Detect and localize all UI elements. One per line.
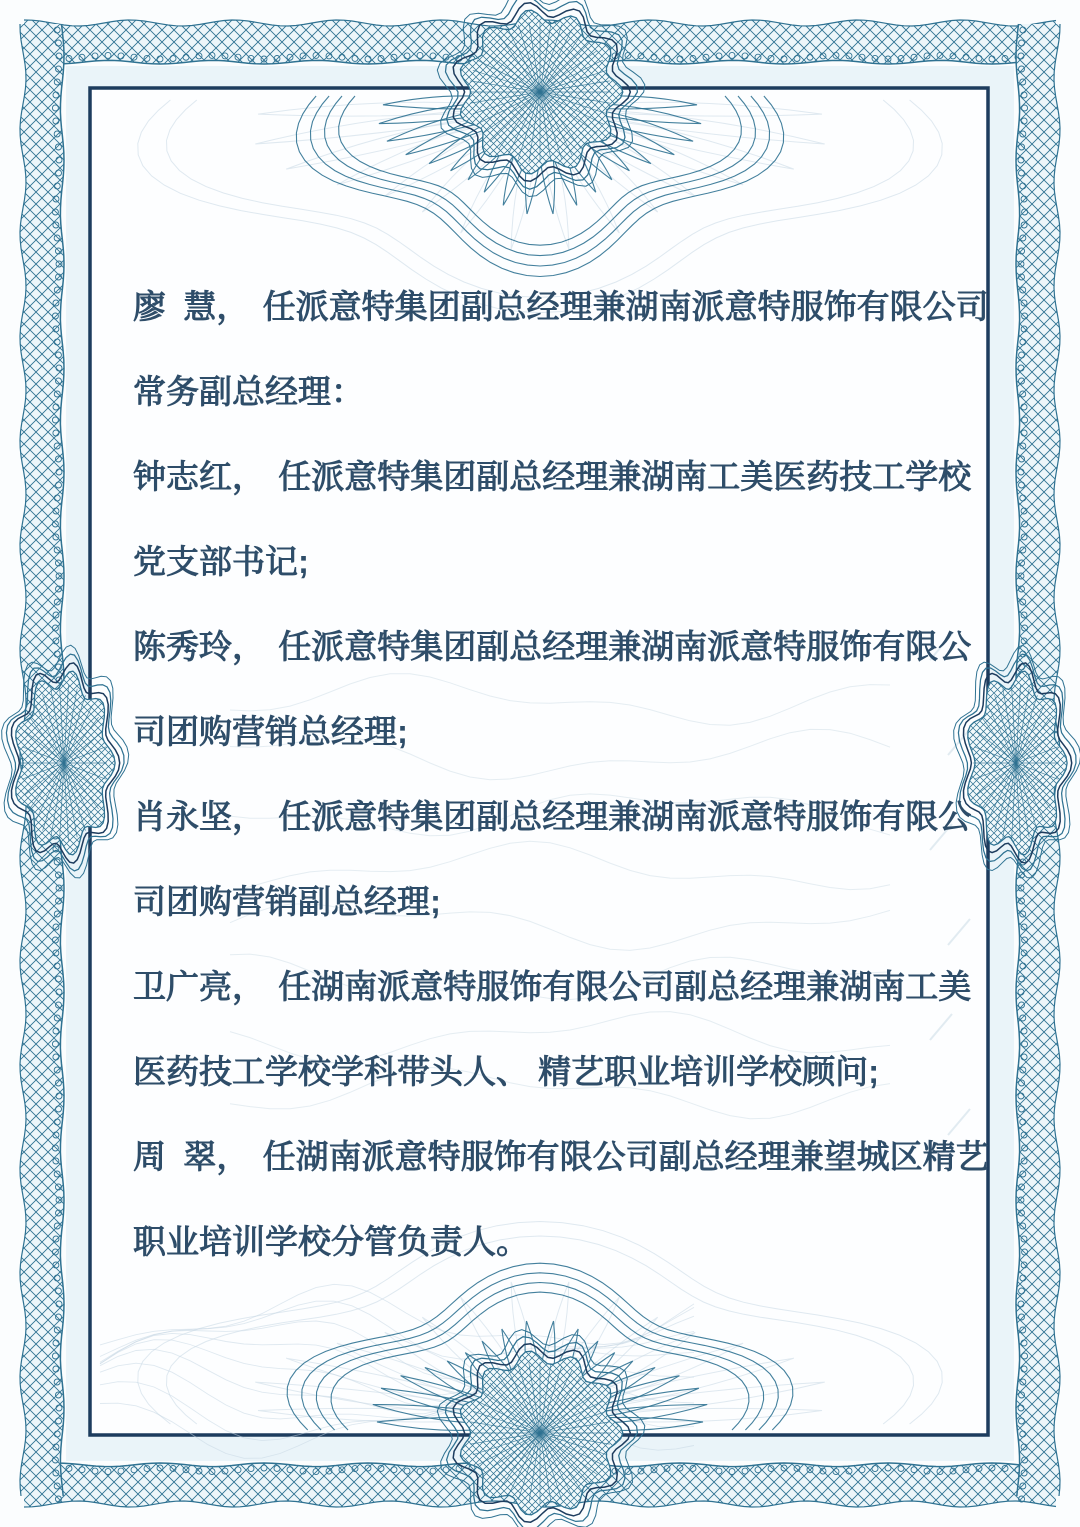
appointment-paragraph [133, 604, 978, 774]
appointment-text: 司团购营销副总经理; [133, 883, 441, 920]
appointment-text: 任派意特集团副总经理兼湖南工美医药技工学校 [278, 458, 972, 495]
comma: ， [232, 968, 265, 1005]
appointment-text: 任派意特集团副总经理兼湖南派意特服饰有限公 [278, 798, 972, 835]
appointment-text: 任派意特集团副总经理兼湖南派意特服饰有限公司 [262, 288, 989, 325]
comma: ， [216, 1138, 250, 1175]
comma: ， [232, 798, 265, 835]
appointment-text: 职业培训学校分管负责人。 [133, 1223, 529, 1260]
person-name: 卫广亮 [133, 968, 232, 1005]
appointment-paragraph [133, 264, 989, 434]
appointment-paragraph [133, 944, 978, 1114]
appointment-paragraph [133, 774, 978, 944]
appointment-text: 医药技工学校学科带头人、 精艺职业培训学校顾问; [133, 1053, 880, 1090]
person-name: 肖永坚 [133, 798, 232, 835]
person-name: 钟志红 [133, 458, 232, 495]
appointment-text: 任湖南派意特服饰有限公司副总经理兼望城区精艺 [262, 1138, 989, 1175]
comma: ， [232, 628, 265, 665]
comma: ， [216, 288, 250, 325]
appointment-text: 党支部书记; [133, 543, 309, 580]
person-name: 周 翠 [133, 1138, 217, 1175]
appointment-paragraph [133, 434, 978, 604]
appointment-text: 常务副总经理： [133, 373, 364, 410]
person-name: 陈秀玲 [133, 628, 232, 665]
appointment-text: 任派意特集团副总经理兼湖南派意特服饰有限公 [278, 628, 972, 665]
appointment-text: 任湖南派意特服饰有限公司副总经理兼湖南工美 [278, 968, 972, 1005]
appointment-paragraph [133, 1114, 989, 1284]
document-body [133, 264, 989, 1284]
appointment-text: 司团购营销总经理; [133, 713, 408, 750]
person-name: 廖 慧 [133, 288, 217, 325]
comma: ， [232, 458, 265, 495]
